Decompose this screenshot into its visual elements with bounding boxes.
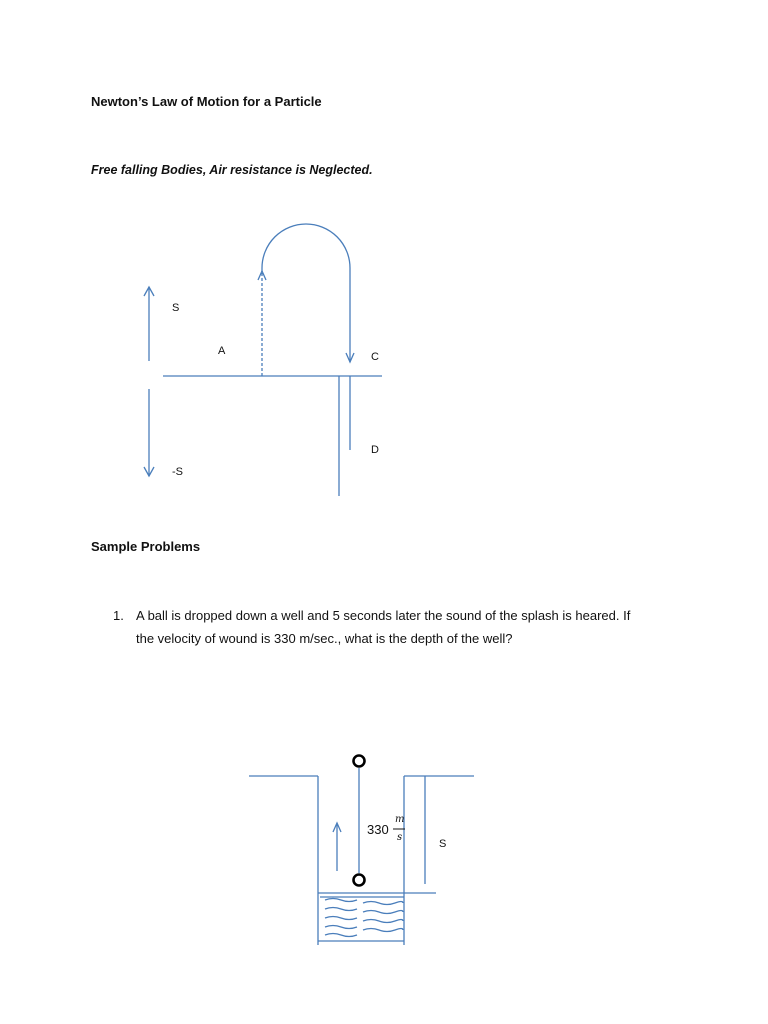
- label-neg-s: -S: [172, 466, 183, 478]
- label-d: D: [371, 444, 379, 456]
- label-c: C: [371, 351, 379, 363]
- label-a: A: [218, 345, 226, 357]
- unit-denominator: s: [397, 832, 403, 843]
- unit-numerator: m: [395, 814, 405, 825]
- problem-number: 1.: [113, 608, 124, 623]
- velocity-value: 330: [367, 822, 389, 837]
- label-s: S: [172, 302, 180, 314]
- page-subtitle: Free falling Bodies, Air resistance is Neglected.: [91, 163, 373, 177]
- problem-text-line1: A ball is dropped down a well and 5 seconds later the sound of the splash is heared. If: [136, 608, 631, 623]
- ball-bottom: [354, 875, 365, 886]
- problem-text-line2: the velocity of wound is 330 m/sec., what is the depth of the well?: [136, 631, 513, 646]
- page-title: Newton’s Law of Motion for a Particle: [91, 94, 322, 109]
- water-waves: [320, 897, 404, 937]
- section-heading: Sample Problems: [91, 539, 201, 554]
- ball-top: [354, 756, 365, 767]
- label-depth-s: S: [439, 838, 447, 850]
